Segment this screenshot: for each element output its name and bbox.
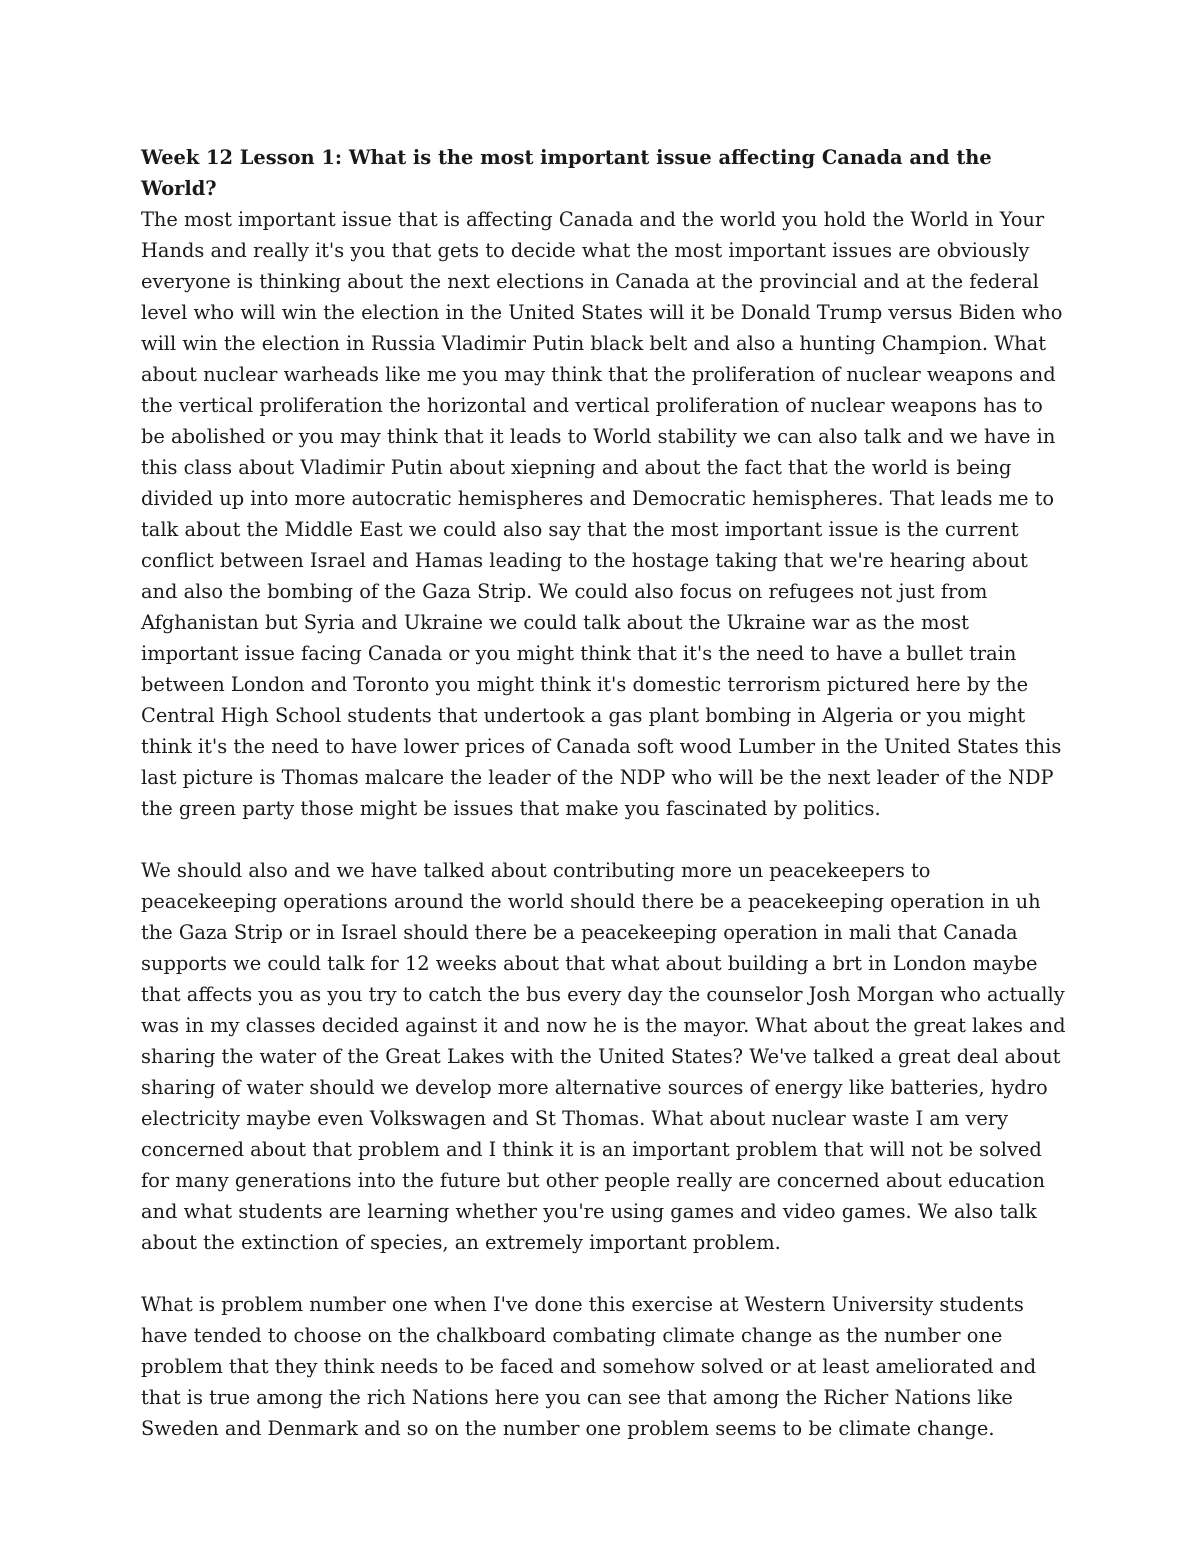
paragraph-3: What is problem number one when I've done this exercise at Western University students have tended to choose on the chalkboard combating climate change as the number one problem that they think needs to be faced and somehow solved or at least ameliorated and that is true among the rich Nations here you can see that among the Richer Nations like Sweden and Denmark and so on the number one problem seems to be climate change. [141, 1293, 1037, 1440]
document-body [141, 142, 1066, 1444]
paragraph-1 [141, 142, 1066, 824]
paragraph-2: We should also and we have talked about contributing more un peacekeepers to peacekeeping operations around the world should there be a peacekeeping operation in uh the Gaza Strip or in Israel should there be a peacekeeping operation in mali that Canada supports we could talk for 12 weeks about that what about building a brt in London maybe that affects you as you try to catch the bus every day the counselor Josh Morgan who actually was in my classes decided against it and now he is the mayor. What about the great lakes and sharing the water of the Great Lakes with the United States? We've talked a great deal about sharing of water should we develop more alternative sources of energy like batteries, hydro electricity maybe even Volkswagen and St Thomas. What about nuclear waste I am very concerned about that problem and I think it is an important problem that will not be solved for many generations into the future but other people really are concerned about education and what students are learning whether you're using games and video games. We also talk about the extinction of species, an extremely important problem. [141, 859, 1066, 1254]
paragraph-1-text: The most important issue that is affecting Canada and the world you hold the World in Your Hands and really it's you that gets to decide what the most important issues are obviously everyone is thinking about the next elections in Canada at the provincial and at the federal level who will win the election in the United States will it be Donald Trump versus Biden who will win the election in Russia Vladimir Putin black belt and also a hunting Champion. What about nuclear warheads like me you may think that the proliferation of nuclear weapons and the vertical proliferation the horizontal and vertical proliferation of nuclear weapons has to be abolished or you may think that it leads to World stability we can also talk and we have in this class about Vladimir Putin about xiepning and about the fact that the world is being divided up into more autocratic hemispheres and Democratic hemispheres. That leads me to talk about the Middle East we could also say that the most important issue is the current conflict between Israel and Hamas leading to the hostage taking that we're hearing about and also the bombing of the Gaza Strip. We could also focus on refugees not just from Afghanistan but Syria and Ukraine we could talk about the Ukraine war as the most important issue facing Canada or you might think that it's the need to have a bullet train between London and Toronto you might think it's domestic terrorism pictured here by the Central High School students that undertook a gas plant bombing in Algeria or you might think it's the need to have lower prices of Canada soft wood Lumber in the United States this last picture is Thomas malcare the leader of the NDP who will be the next leader of the NDP the green party those might be issues that make you fascinated by politics. [141, 208, 1063, 820]
document-title: Week 12 Lesson 1: What is the most important issue affecting Canada and the World? [141, 146, 992, 200]
